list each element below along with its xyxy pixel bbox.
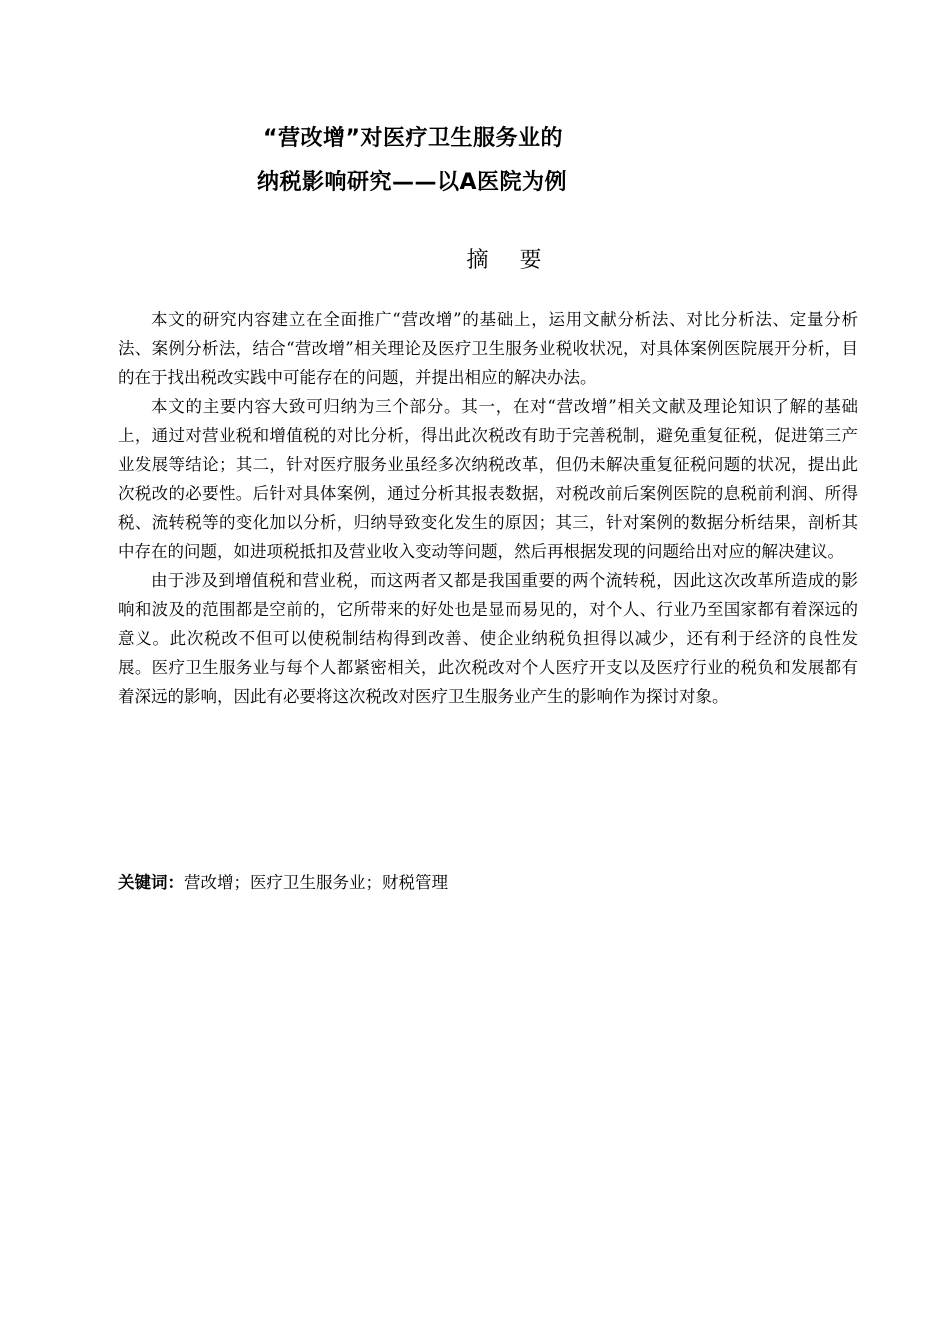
document-title-line-1: “营改增”对医疗卫生服务业的	[263, 126, 563, 151]
document-title-line-2: 纳税影响研究——以A医院为例	[256, 170, 568, 195]
keywords-label: 关键词：	[118, 873, 184, 892]
abstract-heading: 摘 要	[466, 248, 554, 273]
abstract-paragraph-1: 本文的研究内容建立在全面推广“营改增”的基础上，运用文献分析法、对比分析法、定量分析法、案例分析法，结合“营改增”相关理论及医疗卫生服务业税收状况，对具体案例医院展开分析，目的在于找出税改实践中可能存在的问题，并提出相应的解决办法。	[118, 310, 858, 387]
keywords-line	[118, 868, 858, 897]
abstract-paragraph-2: 本文的主要内容大致可归纳为三个部分。其一，在对“营改增”相关文献及理论知识了解的基础上，通过对营业税和增值税的对比分析，得出此次税改有助于完善税制，避免重复征税，促进第三产业发展等结论；其二，针对医疗服务业虽经多次纳税改革，但仍未解决重复征税问题的状况，提出此次税改的必要性。后针对具体案例，通过分析其报表数据，对税改前后案例医院的息税前利润、所得税、流转税等的变化加以分析，归纳导致变化发生的原因；其三，针对案例的数据分析结果，剖析其中存在的问题，如进项税抵扣及营业收入变动等问题，然后再根据发现的问题给出对应的解决建议。	[118, 397, 858, 561]
keywords-text: 营改增；医疗卫生服务业；财税管理	[184, 873, 448, 892]
abstract-paragraph-3: 由于涉及到增值税和营业税，而这两者又都是我国重要的两个流转税，因此这次改革所造成的影响和波及的范围都是空前的，它所带来的好处也是显而易见的，对个人、行业乃至国家都有着深远的意义。此次税改不但可以使税制结构得到改善、使企业纳税负担得以减少，还有利于经济的良性发展。医疗卫生服务业与每个人都紧密相关，此次税改对个人医疗开支以及医疗行业的税负和发展都有着深远的影响，因此有必要将这次税改对医疗卫生服务业产生的影响作为探讨对象。	[118, 571, 858, 706]
abstract-body	[118, 305, 858, 711]
